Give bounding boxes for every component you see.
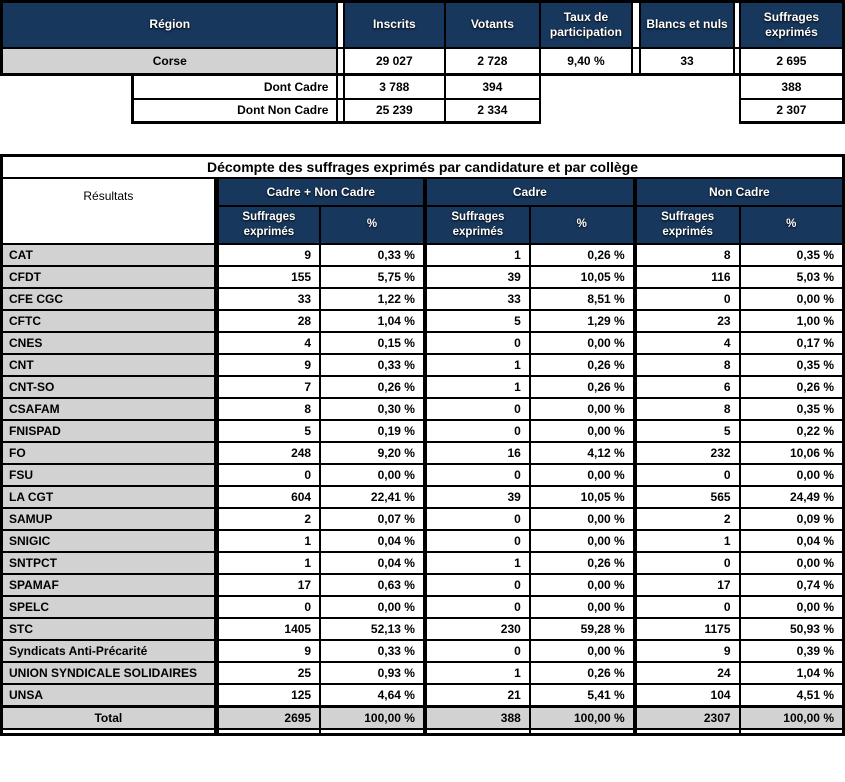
value-cell: 4,64 % [320, 684, 425, 707]
taux-value: 9,40 % [540, 48, 633, 75]
value-cell: 4 [635, 332, 740, 354]
value-cell: 0,00 % [530, 332, 635, 354]
value-cell: 5,03 % [740, 266, 844, 288]
empty-merged-cell [540, 99, 740, 123]
value-cell: 10,05 % [530, 486, 635, 508]
value-cell: 0,00 % [530, 398, 635, 420]
value-cell: 39 [425, 266, 530, 288]
candidate-label: SPAMAF [2, 574, 217, 596]
table-row [2, 244, 844, 266]
column-header-votants: Votants [445, 2, 540, 48]
value-cell: 0,33 % [320, 244, 425, 266]
value-cell: 22,41 % [320, 486, 425, 508]
value-cell: 0,35 % [740, 244, 844, 266]
total-label: Total [2, 706, 217, 729]
clipped-cell [320, 729, 425, 735]
value-cell: 0,26 % [530, 662, 635, 684]
votants-value: 2 728 [445, 48, 540, 75]
value-cell: 1 [635, 530, 740, 552]
total-value: 100,00 % [530, 706, 635, 729]
subcolumn-header-suffrages: Suffrages exprimés [216, 206, 320, 244]
candidate-label: SPELC [2, 596, 217, 618]
value-cell: 0 [635, 596, 740, 618]
table-row [2, 662, 844, 684]
value-cell: 1,04 % [740, 662, 844, 684]
value-cell: 9 [216, 244, 320, 266]
results-by-candidature-table [0, 154, 845, 736]
region-row [2, 48, 844, 75]
value-cell: 16 [425, 442, 530, 464]
table-title: Décompte des suffrages exprimés par candidature et par collège [2, 156, 844, 178]
candidate-label: CNT [2, 354, 217, 376]
value-cell: 0,35 % [740, 354, 844, 376]
value-cell: 5 [216, 420, 320, 442]
value-cell: 1 [216, 530, 320, 552]
candidate-label: LA CGT [2, 486, 217, 508]
clipped-cell [216, 729, 320, 735]
value-cell: 0,93 % [320, 662, 425, 684]
value-cell: 5 [635, 420, 740, 442]
value-cell: 0,00 % [740, 464, 844, 486]
value-cell: 155 [216, 266, 320, 288]
college-group-header-cadre-non-cadre: Cadre + Non Cadre [216, 178, 425, 206]
value-cell: 0,26 % [530, 376, 635, 398]
value-cell: 33 [216, 288, 320, 310]
value-cell: 565 [635, 486, 740, 508]
value-cell: 0,00 % [320, 596, 425, 618]
value-cell: 8 [216, 398, 320, 420]
value-cell: 1,29 % [530, 310, 635, 332]
value-cell: 59,28 % [530, 618, 635, 640]
total-row [2, 706, 844, 729]
table-row [2, 486, 844, 508]
value-cell: 0 [425, 420, 530, 442]
value-cell: 0,00 % [530, 574, 635, 596]
value-cell: 0,35 % [740, 398, 844, 420]
participation-summary-table [0, 0, 845, 124]
value-cell: 1 [425, 354, 530, 376]
value-cell: 0 [425, 464, 530, 486]
value-cell: 0,15 % [320, 332, 425, 354]
value-cell: 0,00 % [530, 420, 635, 442]
table-row [2, 420, 844, 442]
column-header-inscrits: Inscrits [344, 2, 446, 48]
value-cell: 0,00 % [740, 552, 844, 574]
table-row [2, 596, 844, 618]
clipped-cell [530, 729, 635, 735]
candidate-label: CAT [2, 244, 217, 266]
value-cell: 0,00 % [530, 596, 635, 618]
value-cell: 1 [425, 662, 530, 684]
value-cell: 10,05 % [530, 266, 635, 288]
candidate-label: CFDT [2, 266, 217, 288]
value-cell: 1 [425, 244, 530, 266]
subcolumn-header-percent: % [740, 206, 844, 244]
value-cell: 0,00 % [530, 464, 635, 486]
total-value: 2307 [635, 706, 740, 729]
value-cell: 0,26 % [530, 354, 635, 376]
value-cell: 0 [425, 332, 530, 354]
table-title-row [2, 156, 844, 178]
total-value: 100,00 % [320, 706, 425, 729]
value-cell: 0,63 % [320, 574, 425, 596]
value-cell: 0,04 % [740, 530, 844, 552]
value-cell: 8,51 % [530, 288, 635, 310]
value-cell: 8 [635, 354, 740, 376]
inscrits-value: 29 027 [344, 48, 446, 75]
value-cell: 6 [635, 376, 740, 398]
empty-merged-cell [540, 75, 740, 99]
college-group-header-cadre: Cadre [425, 178, 635, 206]
table-row [2, 332, 844, 354]
value-cell: 24 [635, 662, 740, 684]
candidate-label: CSAFAM [2, 398, 217, 420]
summary-header-row [2, 2, 844, 48]
candidate-label: FO [2, 442, 217, 464]
table-row [2, 530, 844, 552]
column-header-region: Région [2, 2, 338, 48]
value-cell: 5 [425, 310, 530, 332]
value-cell: 2 [216, 508, 320, 530]
value-cell: 0,19 % [320, 420, 425, 442]
table-row [2, 310, 844, 332]
value-cell: 24,49 % [740, 486, 844, 508]
empty-gutter [2, 75, 133, 99]
votants-value: 2 334 [445, 99, 540, 123]
value-cell: 0,26 % [740, 376, 844, 398]
clipped-cell [635, 729, 740, 735]
value-cell: 28 [216, 310, 320, 332]
subcolumn-header-percent: % [320, 206, 425, 244]
value-cell: 0 [425, 508, 530, 530]
value-cell: 17 [635, 574, 740, 596]
spacer-cell [632, 2, 640, 48]
total-value: 388 [425, 706, 530, 729]
candidate-label: SAMUP [2, 508, 217, 530]
total-value: 2695 [216, 706, 320, 729]
blancs-value: 33 [640, 48, 734, 75]
value-cell: 0,33 % [320, 354, 425, 376]
value-cell: 0,26 % [530, 244, 635, 266]
subcolumn-header-suffrages: Suffrages exprimés [635, 206, 740, 244]
column-header-suffrages: Suffrages exprimés [740, 2, 844, 48]
value-cell: 4,51 % [740, 684, 844, 707]
value-cell: 1,00 % [740, 310, 844, 332]
candidate-label: Syndicats Anti-Précarité [2, 640, 217, 662]
table-row [2, 288, 844, 310]
subcolumn-header-suffrages: Suffrages exprimés [425, 206, 530, 244]
value-cell: 0 [216, 464, 320, 486]
suffrages-value: 2 695 [740, 48, 844, 75]
value-cell: 9,20 % [320, 442, 425, 464]
value-cell: 1 [216, 552, 320, 574]
value-cell: 0,09 % [740, 508, 844, 530]
value-cell: 0,00 % [740, 288, 844, 310]
table-row [2, 618, 844, 640]
value-cell: 52,13 % [320, 618, 425, 640]
inscrits-value: 3 788 [344, 75, 446, 99]
table-row [2, 552, 844, 574]
value-cell: 0,04 % [320, 552, 425, 574]
value-cell: 0 [425, 398, 530, 420]
candidate-label: SNTPCT [2, 552, 217, 574]
value-cell: 0 [425, 596, 530, 618]
suffrages-value: 2 307 [740, 99, 844, 123]
value-cell: 0,22 % [740, 420, 844, 442]
value-cell: 7 [216, 376, 320, 398]
college-group-header-row [2, 178, 844, 206]
value-cell: 0,00 % [320, 464, 425, 486]
candidate-label: CNES [2, 332, 217, 354]
inscrits-value: 25 239 [344, 99, 446, 123]
subgroup-label: Dont Cadre [132, 75, 337, 99]
subgroup-row-non-cadre [2, 99, 844, 123]
value-cell: 0,39 % [740, 640, 844, 662]
clipped-cell [425, 729, 530, 735]
value-cell: 232 [635, 442, 740, 464]
suffrages-value: 388 [740, 75, 844, 99]
clipped-row [2, 729, 844, 735]
total-value: 100,00 % [740, 706, 844, 729]
value-cell: 1 [425, 376, 530, 398]
value-cell: 604 [216, 486, 320, 508]
value-cell: 10,06 % [740, 442, 844, 464]
results-header: Résultats [2, 178, 217, 244]
value-cell: 0,33 % [320, 640, 425, 662]
value-cell: 33 [425, 288, 530, 310]
value-cell: 248 [216, 442, 320, 464]
table-row [2, 376, 844, 398]
value-cell: 0,07 % [320, 508, 425, 530]
value-cell: 230 [425, 618, 530, 640]
value-cell: 0 [425, 530, 530, 552]
table-row [2, 684, 844, 707]
value-cell: 1 [425, 552, 530, 574]
candidate-label: STC [2, 618, 217, 640]
subgroup-label: Dont Non Cadre [132, 99, 337, 123]
candidate-label: FSU [2, 464, 217, 486]
value-cell: 2 [635, 508, 740, 530]
value-cell: 1,04 % [320, 310, 425, 332]
table-row [2, 442, 844, 464]
value-cell: 0 [425, 640, 530, 662]
value-cell: 0,26 % [320, 376, 425, 398]
table-row [2, 508, 844, 530]
value-cell: 23 [635, 310, 740, 332]
table-row [2, 354, 844, 376]
value-cell: 9 [216, 640, 320, 662]
candidate-label: CNT-SO [2, 376, 217, 398]
value-cell: 0,26 % [530, 552, 635, 574]
value-cell: 50,93 % [740, 618, 844, 640]
spacer-cell [632, 48, 640, 75]
table-row [2, 574, 844, 596]
subcolumn-header-percent: % [530, 206, 635, 244]
table-row [2, 266, 844, 288]
table-row [2, 464, 844, 486]
clipped-cell [740, 729, 844, 735]
votants-value: 394 [445, 75, 540, 99]
value-cell: 5,41 % [530, 684, 635, 707]
empty-gutter [2, 99, 133, 123]
value-cell: 0 [425, 574, 530, 596]
candidate-label: CFE CGC [2, 288, 217, 310]
column-header-taux: Taux de participation [540, 2, 633, 48]
value-cell: 0,00 % [530, 640, 635, 662]
value-cell: 125 [216, 684, 320, 707]
table-row [2, 398, 844, 420]
region-name-cell: Corse [2, 48, 338, 75]
subgroup-row-cadre [2, 75, 844, 99]
candidate-label: FNISPAD [2, 420, 217, 442]
value-cell: 116 [635, 266, 740, 288]
value-cell: 0,00 % [740, 596, 844, 618]
value-cell: 0,00 % [530, 530, 635, 552]
value-cell: 8 [635, 244, 740, 266]
value-cell: 21 [425, 684, 530, 707]
table-row [2, 640, 844, 662]
clipped-cell [2, 729, 217, 735]
value-cell: 0 [635, 552, 740, 574]
value-cell: 25 [216, 662, 320, 684]
candidate-label: CFTC [2, 310, 217, 332]
column-header-blancs: Blancs et nuls [640, 2, 734, 48]
value-cell: 0 [635, 464, 740, 486]
candidate-label: UNSA [2, 684, 217, 707]
value-cell: 0 [216, 596, 320, 618]
value-cell: 1175 [635, 618, 740, 640]
candidate-label: UNION SYNDICALE SOLIDAIRES [2, 662, 217, 684]
value-cell: 0 [635, 288, 740, 310]
value-cell: 1405 [216, 618, 320, 640]
value-cell: 4 [216, 332, 320, 354]
value-cell: 104 [635, 684, 740, 707]
college-group-header-non-cadre: Non Cadre [635, 178, 844, 206]
value-cell: 9 [216, 354, 320, 376]
value-cell: 0,00 % [530, 508, 635, 530]
value-cell: 5,75 % [320, 266, 425, 288]
value-cell: 8 [635, 398, 740, 420]
value-cell: 39 [425, 486, 530, 508]
value-cell: 17 [216, 574, 320, 596]
value-cell: 0,30 % [320, 398, 425, 420]
value-cell: 0,04 % [320, 530, 425, 552]
value-cell: 1,22 % [320, 288, 425, 310]
value-cell: 0,17 % [740, 332, 844, 354]
value-cell: 9 [635, 640, 740, 662]
value-cell: 0,74 % [740, 574, 844, 596]
candidate-label: SNIGIC [2, 530, 217, 552]
value-cell: 4,12 % [530, 442, 635, 464]
